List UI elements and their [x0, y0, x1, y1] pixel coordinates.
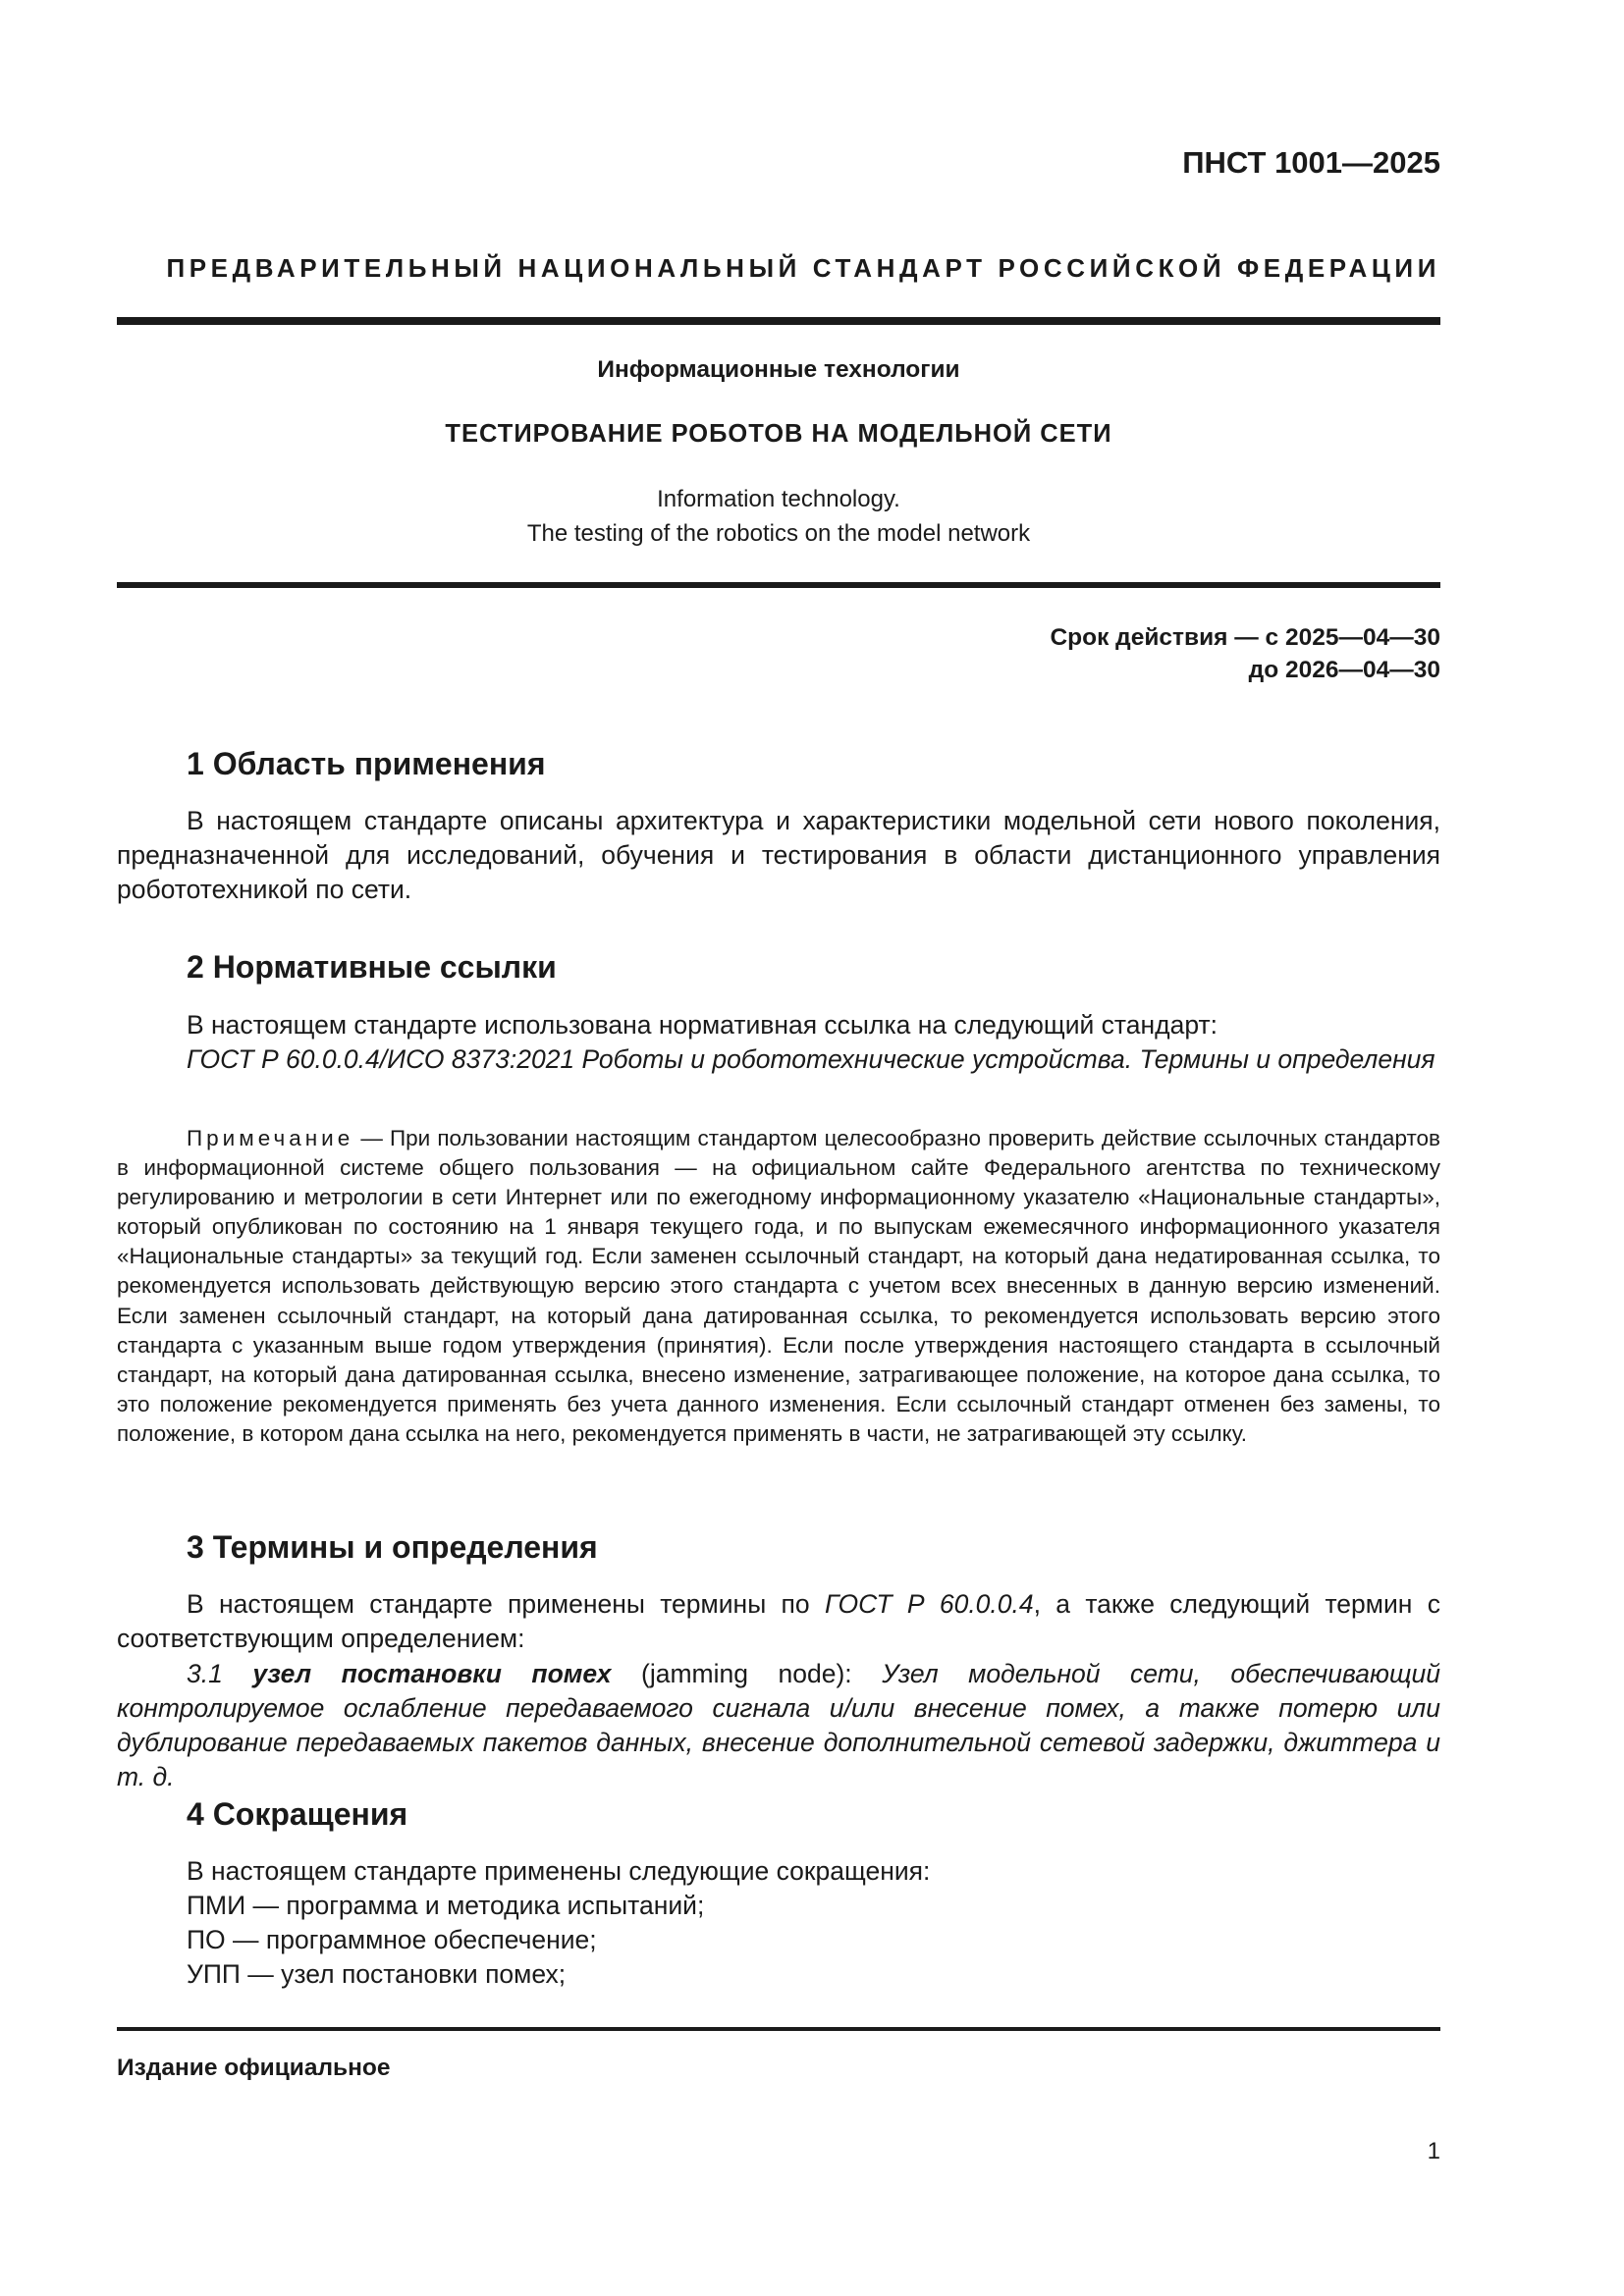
standard-kind: ПРЕДВАРИТЕЛЬНЫЙ НАЦИОНАЛЬНЫЙ СТАНДАРТ РОССИЙСКОЙ ФЕДЕРАЦИИ — [166, 253, 1440, 283]
term-english: (jamming node): — [611, 1659, 883, 1688]
standard-title: ТЕСТИРОВАНИЕ РОБОТОВ НА МОДЕЛЬНОЙ СЕТИ — [445, 420, 1112, 448]
validity-start: Срок действия — с 2025—04—30 — [1050, 624, 1440, 651]
validity-end: до 2026—04—30 — [1248, 657, 1440, 683]
english-title-line-1: Information technology. — [657, 486, 900, 512]
section-4-text: В настоящем стандарте применены следующие сокращения: — [187, 1856, 931, 1886]
term-definition — [117, 1657, 1440, 1794]
bottom-rule — [117, 2027, 1440, 2031]
section-2-heading: 2 Нормативные ссылки — [187, 949, 557, 985]
top-rule — [117, 317, 1440, 325]
term-definition-text: Узел модельной сети, обеспечивающий контролируемое ослабление передаваемого сигнала и/или внесение помех, а также потерю или дублирование передаваемых пакетов данных, внесение дополнительной сетевой задержки, джиттера и т. д. — [117, 1659, 1440, 1791]
standard-number: ПНСТ 1001—2025 — [1182, 145, 1440, 180]
middle-rule — [117, 582, 1440, 588]
note-text: — При пользовании настоящим стандартом целесообразно проверить действие ссылочных стандартов в информационной системе общего пользования — на официальном сайте Федерального агентства по техническому регулированию и метрологии в сети Интернет или по ежегодному информационному указателю «Национальные стандарты», который опубликован по состоянию на 1 января текущего года, и по выпускам ежемесячного информационного указателя «Национальные стандарты» за текущий год. Если заменен ссылочный стандарт, на который дана недатированная ссылка, то рекомендуется использовать действующую версию этого стандарта с учетом всех внесенных в данную версию изменений. Если заменен ссылочный стандарт, на который дана датированная ссылка, то рекомендуется использовать версию этого стандарта с указанным выше годом утверждения (принятия). Если после утверждения настоящего стандарта в ссылочный стандарт, на который дана датированная ссылка, внесено изменение, затрагивающее положение, на которое дана ссылка, то это положение рекомендуется применять без учета данного изменения. Если ссылочный стандарт отменен без замены, то положение, в котором дана ссылка на него, рекомендуется применять в части, не затрагивающей эту ссылку. — [117, 1126, 1440, 1446]
edition-label: Издание официальное — [117, 2055, 391, 2081]
section-3-text-end: , а также следующий термин с соответствующим определением: — [117, 1589, 1440, 1653]
section-3-text-start: В настоящем стандарте применены термины по — [187, 1589, 825, 1619]
section-2-text: В настоящем стандарте использована нормативная ссылка на следующий стандарт: — [187, 1010, 1218, 1040]
english-title — [117, 482, 1440, 551]
section-1-text: В настоящем стандарте описаны архитектура и характеристики модельной сети нового поколения, предназначенной для исследований, обучения и тестирования в области дистанционного управления робототехникой по сети. — [117, 806, 1440, 904]
validity-period — [117, 621, 1440, 686]
english-title-line-2: The testing of the robotics on the model network — [526, 520, 1031, 547]
page-number: 1 — [1427, 2138, 1440, 2164]
section-2-note — [117, 1124, 1440, 1449]
abbreviation-item: ПМИ — программа и методика испытаний; — [187, 1891, 705, 1920]
standard-area: Информационные технологии — [597, 356, 960, 383]
abbreviation-item: УПП — узел постановки помех; — [187, 1959, 567, 1989]
section-1-heading: 1 Область применения — [187, 746, 546, 781]
normative-reference: ГОСТ Р 60.0.0.4/ИСО 8373:2021 Роботы и робототехнические устройства. Термины и определения — [187, 1044, 1435, 1074]
note-label: Примечание — [187, 1126, 354, 1150]
section-3-heading: 3 Термины и определения — [187, 1529, 598, 1565]
term-number: 3.1 — [187, 1659, 253, 1688]
section-4-heading: 4 Сокращения — [187, 1796, 408, 1832]
term-name: узел постановки помех — [252, 1659, 612, 1688]
abbreviation-item: ПО — программное обеспечение; — [187, 1925, 597, 1954]
section-3-text-reference: ГОСТ Р 60.0.0.4 — [824, 1589, 1034, 1619]
section-3-text — [117, 1587, 1440, 1656]
